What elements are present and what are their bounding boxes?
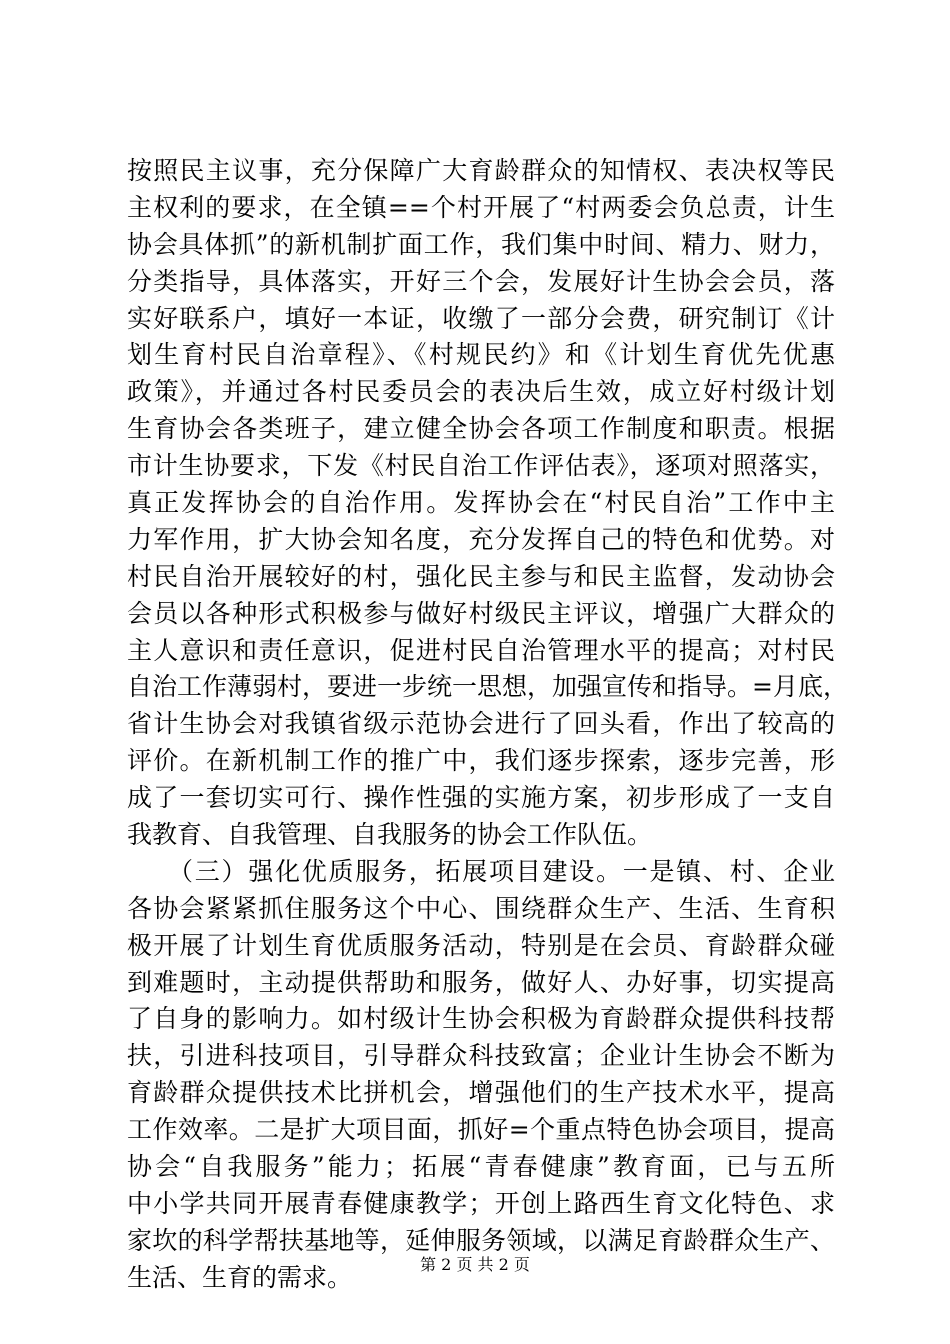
text-line: 自治工作薄弱村，要进一步统一思想，加强宣传和指导。=月底， [127, 672, 848, 702]
text-line: 到难题时，主动提供帮助和服务，做好人、办好事，切实提高 [127, 967, 835, 997]
text-line: 育龄群众提供技术比拼机会，增强他们的生产技术水平，提高 [127, 1078, 835, 1108]
page-footer: 第 2 页 共 2 页 [420, 1255, 530, 1274]
text-line: 真正发挥协会的自治作用。发挥协会在“村民自治”工作中主 [127, 488, 835, 518]
text-line: 家坎的科学帮扶基地等，延伸服务领域，以满足育龄群众生产、 [127, 1225, 835, 1255]
text-line: 生活、生育的需求。 [127, 1262, 353, 1292]
text-line: 主权利的要求，在全镇==个村开展了“村两委会负总责，计生 [127, 192, 835, 222]
text-line: 了自身的影响力。如村级计生协会积极为育龄群众提供科技帮 [127, 1004, 835, 1034]
text-line: 政策》，并通过各村民委员会的表决后生效，成立好村级计划 [127, 377, 835, 407]
text-line: 实好联系户，填好一本证，收缴了一部分会费，研究制订《计 [127, 303, 835, 333]
text-line: 我教育、自我管理、自我服务的协会工作队伍。 [127, 820, 653, 850]
paragraph [127, 153, 848, 854]
text-line: 成了一套切实可行、操作性强的实施方案，初步形成了一支自 [127, 783, 835, 813]
text-line: 工作效率。二是扩大项目面，抓好=个重点特色协会项目，提高 [127, 1115, 835, 1145]
text-line: 中小学共同开展青春健康教学；开创上路西生育文化特色、求 [127, 1188, 835, 1218]
paragraph [127, 854, 835, 1297]
text-line: 省计生协会对我镇省级示范协会进行了回头看，作出了较高的 [127, 709, 835, 739]
text-line: （三）强化优质服务，拓展项目建设。一是镇、村、企业 [127, 856, 835, 886]
text-line: 扶，引进科技项目，引导群众科技致富；企业计生协会不断为 [127, 1041, 835, 1071]
text-line: 评价。在新机制工作的推广中，我们逐步探索，逐步完善，形 [127, 746, 835, 776]
text-line: 村民自治开展较好的村，强化民主参与和民主监督，发动协会 [127, 561, 835, 591]
text-line: 生育协会各类班子，建立健全协会各项工作制度和职责。根据 [127, 414, 835, 444]
text-line: 极开展了计划生育优质服务活动，特别是在会员、育龄群众碰 [127, 930, 835, 960]
text-line: 协会具体抓”的新机制扩面工作，我们集中时间、精力、财力， [127, 229, 835, 259]
document-body [127, 153, 848, 1297]
text-line: 主人意识和责任意识，促进村民自治管理水平的提高；对村民 [127, 635, 835, 665]
text-line: 分类指导，具体落实，开好三个会，发展好计生协会会员，落 [127, 266, 835, 296]
text-line: 各协会紧紧抓住服务这个中心、围绕群众生产、生活、生育积 [127, 893, 835, 923]
text-line: 会员以各种形式积极参与做好村级民主评议，增强广大群众的 [127, 598, 835, 628]
text-line: 力军作用，扩大协会知名度，充分发挥自己的特色和优势。对 [127, 524, 835, 554]
text-line: 市计生协要求，下发《村民自治工作评估表》，逐项对照落实， [127, 451, 835, 481]
text-line: 按照民主议事，充分保障广大育龄群众的知情权、表决权等民 [127, 156, 835, 185]
text-line: 协会“自我服务”能力；拓展“青春健康”教育面，已与五所 [127, 1152, 835, 1182]
text-line: 划生育村民自治章程》、《村规民约》和《计划生育优先优惠 [127, 340, 835, 370]
